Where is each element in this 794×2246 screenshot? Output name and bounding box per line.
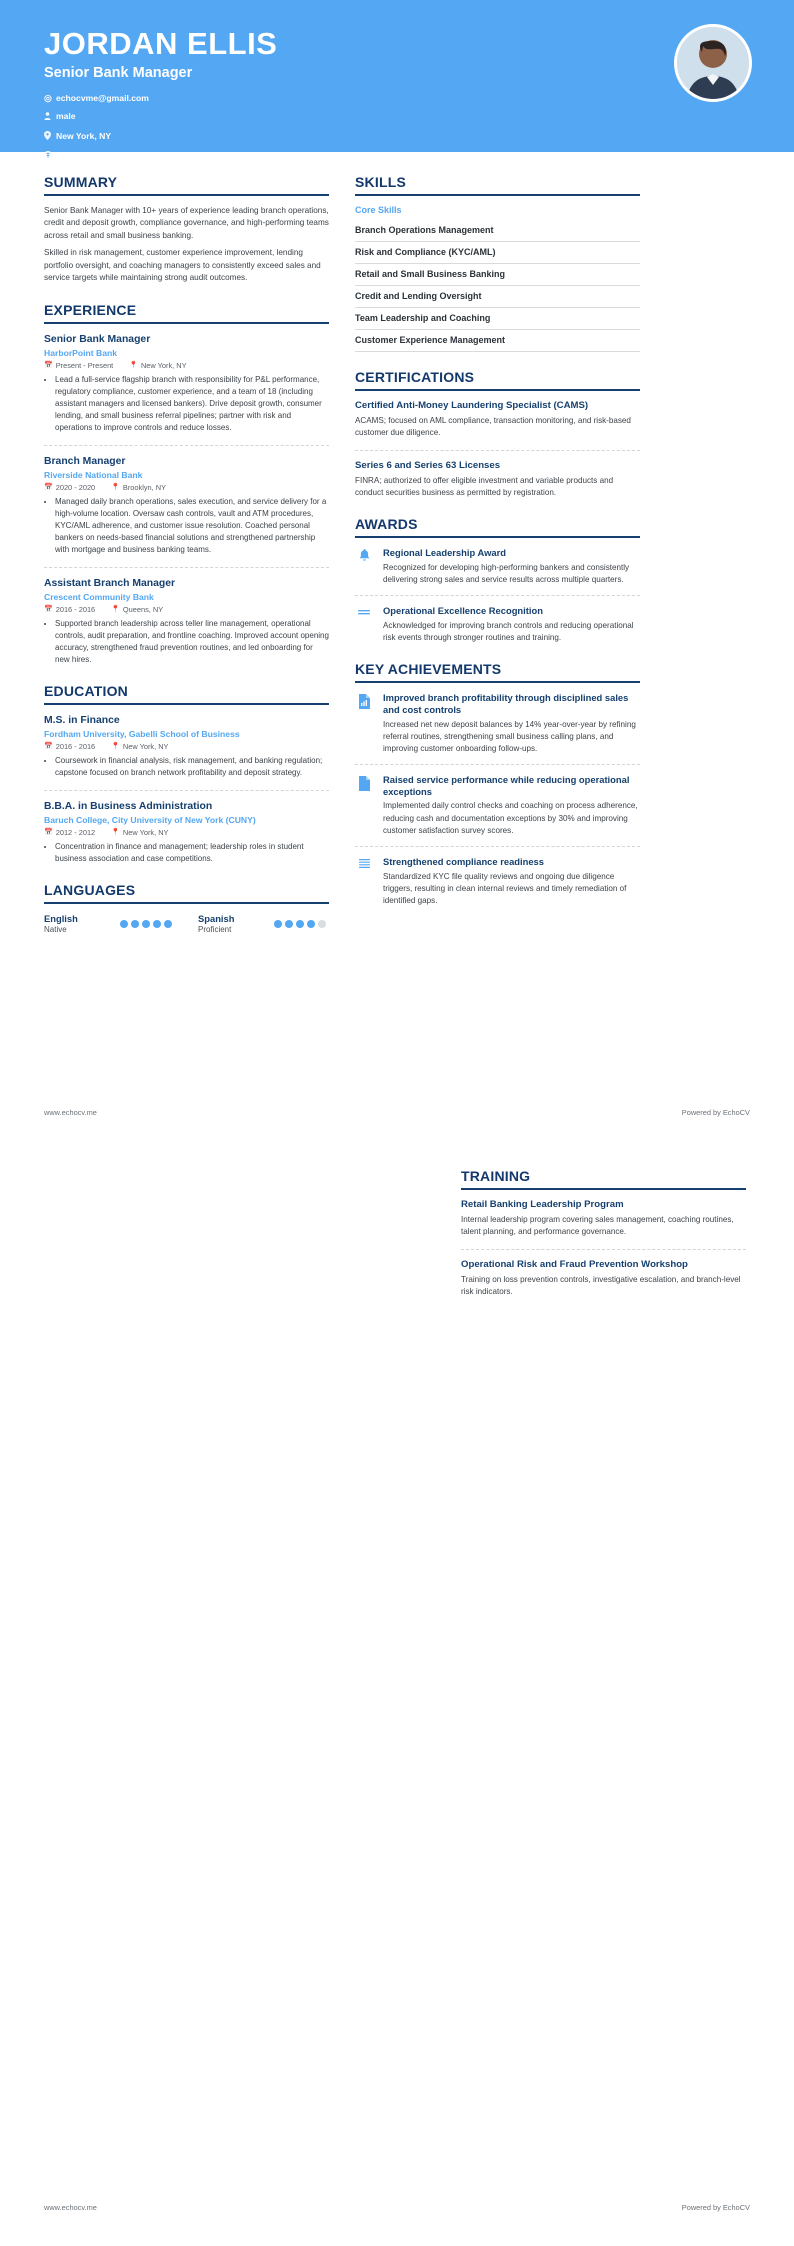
summary-paragraph-1: Senior Bank Manager with 10+ years of experience leading branch operations, credit and deposit growth, compliance governance, and high-performing teams across retail and small business banking.: [44, 206, 329, 240]
job-title: Assistant Branch Manager: [44, 577, 176, 589]
training-title: Retail Banking Leadership Program: [461, 1199, 624, 1210]
contact-location-text: New York, NY: [56, 130, 112, 141]
skill-item: Credit and Lending Oversight: [355, 286, 640, 308]
school-name: Fordham University, Gabelli School of Business: [44, 728, 240, 739]
calendar-icon: 📅: [44, 484, 53, 492]
certification-item: [355, 460, 640, 499]
job-bullets: [55, 374, 329, 434]
job-meta: [44, 361, 329, 370]
skills-group-label: Core Skills: [355, 205, 402, 215]
job-bullets: [55, 618, 329, 666]
resume-header: [0, 0, 794, 161]
person-icon: [44, 112, 56, 122]
list-lines-icon: [355, 856, 373, 907]
salary-icon: [44, 151, 56, 161]
job-location-text: Brooklyn, NY: [122, 482, 167, 492]
job-company: HarborPoint Bank: [44, 347, 118, 358]
certification-title: Certified Anti-Money Laundering Specialist (CAMS): [355, 400, 589, 411]
location-pin-icon: 📍: [129, 362, 138, 370]
degree-title: M.S. in Finance: [44, 714, 120, 726]
language-name: Spanish: [198, 912, 235, 924]
location-pin-icon: 📍: [111, 743, 120, 751]
rating-dot: [164, 920, 172, 928]
candidate-role: Senior Bank Manager: [44, 64, 193, 81]
award-description: Acknowledged for improving branch controls and reducing operational risk events through stronger routines and training.: [383, 620, 634, 642]
contact-column-left: [44, 94, 272, 131]
skill-item: Customer Experience Management: [355, 330, 640, 352]
education-dates-text: 2012 - 2012: [55, 827, 96, 837]
section-certifications: [355, 369, 640, 499]
experience-heading: EXPERIENCE: [44, 302, 329, 324]
rating-dot: [318, 920, 326, 928]
job-location: [129, 361, 186, 370]
job-bullets: [55, 496, 329, 556]
contact-email[interactable]: [44, 94, 272, 103]
achievement-title: Raised service performance while reducing operational exceptions: [383, 773, 630, 797]
rating-dot: [120, 920, 128, 928]
contact-location: [44, 131, 272, 142]
email-icon: ◎: [44, 92, 52, 103]
degree-title: B.B.A. in Business Administration: [44, 800, 213, 812]
resume-body: [0, 152, 794, 951]
contact-salary-text: $113,000/year: [56, 150, 112, 161]
job-location-text: Queens, NY: [122, 604, 164, 614]
language-item: [44, 913, 172, 934]
achievement-item: [355, 856, 640, 907]
list-item: • Managed daily branch operations, sales execution, and service delivery for a high-volume location. Oversaw cash controls, vault and ATM procedures, KYC/AML adherence, and customer issue resolution. Coached personal bankers on needs-based financial solutions and strengthened partnership with mortgage and business banking teams.: [55, 496, 329, 556]
divider: [44, 790, 329, 791]
divider: [355, 846, 640, 847]
rating-dot: [296, 920, 304, 928]
education-meta: [44, 742, 329, 751]
certification-description: FINRA; authorized to offer eligible investment and variable products and conduct securities business as permitted by registration.: [355, 475, 614, 497]
award-item: [355, 605, 640, 644]
education-dates-text: 2016 - 2016: [55, 741, 96, 751]
footer-site: www.echocv.me: [44, 1108, 97, 1117]
school-name: Baruch College, City University of New York (CUNY): [44, 814, 256, 825]
award-title: Operational Excellence Recognition: [383, 605, 543, 616]
language-level: Proficient: [198, 924, 232, 934]
language-rating: [274, 920, 326, 928]
award-description: Recognized for developing high-performing bankers and consistently delivering strong sales and service results across multiple quarters.: [383, 562, 630, 584]
candidate-name: JORDAN ELLIS: [44, 26, 278, 61]
page-footer: [44, 2203, 750, 2212]
education-dates: [44, 742, 95, 751]
calendar-icon: 📅: [44, 606, 53, 614]
job-meta: [44, 483, 329, 492]
job-dates-text: 2020 - 2020: [55, 482, 96, 492]
rating-dot: [131, 920, 139, 928]
achievement-description: Increased net new deposit balances by 14% year-over-year by refining referral routines, strengthening small business calling plans, and improving customer onboarding follow-ups.: [383, 719, 636, 753]
education-bullets: [55, 841, 329, 865]
skill-item: Retail and Small Business Banking: [355, 264, 640, 286]
education-location: [111, 828, 168, 837]
training-heading: TRAINING: [461, 1168, 746, 1190]
achievement-description: Standardized KYC file quality reviews and ongoing due diligence triggers, resulting in clean internal reviews and timely remediation of identified gaps.: [383, 871, 627, 905]
training-item: [461, 1199, 746, 1238]
bell-icon: [355, 547, 373, 586]
language-name: English: [44, 912, 78, 924]
language-level: Native: [44, 924, 67, 934]
education-meta: [44, 828, 329, 837]
certification-item: [355, 400, 640, 439]
summary-paragraph-2: Skilled in risk management, customer experience improvement, lending portfolio oversight, and coaching managers to consistently exceed sales and service targets while maintaining strong audit outcomes.: [44, 248, 321, 283]
experience-entry: [44, 333, 329, 434]
rating-dot: [142, 920, 150, 928]
contact-block: [44, 94, 499, 170]
minus-lines-icon: [355, 605, 373, 644]
divider: [355, 764, 640, 765]
training-title: Operational Risk and Fraud Prevention Workshop: [461, 1259, 688, 1271]
job-location: [111, 483, 166, 492]
contact-gender-text: male: [56, 111, 76, 122]
job-dates-text: 2016 - 2016: [55, 604, 96, 614]
avatar: [674, 24, 752, 102]
job-title: Branch Manager: [44, 455, 126, 467]
award-item: [355, 547, 640, 586]
job-company: Crescent Community Bank: [44, 591, 154, 602]
certification-description: ACAMS; focused on AML compliance, transaction monitoring, and risk-based customer due diligence.: [355, 415, 631, 437]
section-languages: [44, 882, 329, 934]
rating-dot: [153, 920, 161, 928]
achievement-item: [355, 692, 640, 755]
contact-column-right: [44, 131, 272, 170]
training-description: Training on loss prevention controls, investigative escalation, and branch-level risk indicators.: [461, 1275, 741, 1297]
section-education: [44, 683, 329, 865]
training-description: Internal leadership program covering sales management, coaching routines, talent planning, and performance governance.: [461, 1214, 734, 1237]
divider: [355, 450, 640, 451]
list-item: • Lead a full-service flagship branch with responsibility for P&L performance, regulatory compliance, customer experience, and a team of 18 (including assistant managers and licensed bankers). Drive deposit growth, consumer lending, and small business referral pipelines; partner with risk and operations to improve controls and reduce losses.: [55, 374, 329, 434]
job-dates: [44, 361, 113, 370]
language-rating: [120, 920, 172, 928]
right-column: [355, 174, 640, 924]
job-meta: [44, 605, 329, 614]
footer-powered: Powered by EchoCV: [681, 2203, 750, 2212]
document-icon: [355, 774, 373, 837]
achievement-title: Strengthened compliance readiness: [383, 855, 544, 867]
languages-list: [44, 913, 329, 934]
location-pin-icon: [44, 131, 56, 142]
divider: [461, 1249, 746, 1250]
left-column: [44, 174, 329, 951]
list-item: • Supported branch leadership across teller line management, operational controls, audit preparation, and frontline coaching. Improved account opening accuracy, strengthened fraud prevention routines, and led onboarding for new hires.: [55, 618, 329, 666]
skill-item: Risk and Compliance (KYC/AML): [355, 242, 640, 264]
achievement-item: [355, 774, 640, 837]
education-location-text: New York, NY: [122, 827, 169, 837]
calendar-icon: 📅: [44, 743, 53, 751]
contact-salary: [44, 151, 272, 161]
education-heading: EDUCATION: [44, 683, 329, 705]
divider: [355, 595, 640, 596]
summary-heading: SUMMARY: [44, 174, 329, 196]
calendar-icon: 📅: [44, 829, 53, 837]
education-entry: [44, 714, 329, 779]
section-key-achievements: [355, 661, 640, 907]
education-dates: [44, 828, 95, 837]
rating-dot: [285, 920, 293, 928]
job-dates: [44, 605, 95, 614]
list-item: • Coursework in financial analysis, risk management, and banking regulation; capstone focused on branch network profitability and deposit strategy.: [55, 755, 329, 779]
calendar-icon: 📅: [44, 362, 53, 370]
language-item: [198, 913, 326, 934]
achievement-description: Implemented daily control checks and coaching on process adherence, reducing cash and documentation exceptions by 30% and improving customer satisfaction survey scores.: [383, 801, 638, 835]
section-training: [461, 1168, 746, 1310]
award-title: Regional Leadership Award: [383, 546, 506, 558]
list-item: • Concentration in finance and management; leadership roles in student business association and case competitions.: [55, 841, 329, 865]
awards-heading: AWARDS: [355, 516, 640, 538]
job-dates: [44, 483, 95, 492]
location-pin-icon: 📍: [111, 606, 120, 614]
section-experience: [44, 302, 329, 666]
skill-item: Team Leadership and Coaching: [355, 308, 640, 330]
section-summary: [44, 174, 329, 285]
job-dates-text: Present - Present: [55, 360, 114, 370]
footer-powered: Powered by EchoCV: [681, 1108, 750, 1117]
key-achievements-heading: KEY ACHIEVEMENTS: [355, 661, 640, 683]
section-awards: [355, 516, 640, 644]
achievement-title: Improved branch profitability through disciplined sales and cost controls: [383, 692, 629, 715]
location-pin-icon: 📍: [111, 829, 120, 837]
experience-entry: [44, 455, 329, 556]
page-footer: [44, 1108, 750, 1117]
education-entry: [44, 800, 329, 865]
divider: [44, 445, 329, 446]
rating-dot: [307, 920, 315, 928]
job-location-text: New York, NY: [140, 360, 187, 370]
contact-email-text: echocvme@gmail.com: [56, 92, 149, 103]
certifications-heading: CERTIFICATIONS: [355, 369, 640, 391]
education-bullets: [55, 755, 329, 779]
rating-dot: [274, 920, 282, 928]
location-pin-icon: 📍: [111, 484, 120, 492]
training-item: [461, 1259, 746, 1298]
section-skills: [355, 174, 640, 352]
contact-gender: [44, 112, 272, 122]
skill-item: Branch Operations Management: [355, 220, 640, 242]
chart-document-icon: [355, 692, 373, 755]
education-location: [111, 742, 168, 751]
languages-heading: LANGUAGES: [44, 882, 329, 904]
footer-site: www.echocv.me: [44, 2203, 97, 2212]
job-location: [111, 605, 163, 614]
job-title: Senior Bank Manager: [44, 333, 151, 345]
skills-heading: SKILLS: [355, 174, 640, 196]
job-company: Riverside National Bank: [44, 469, 143, 480]
education-location-text: New York, NY: [122, 741, 169, 751]
certification-title: Series 6 and Series 63 Licenses: [355, 459, 501, 471]
experience-entry: [44, 577, 329, 666]
divider: [44, 567, 329, 568]
